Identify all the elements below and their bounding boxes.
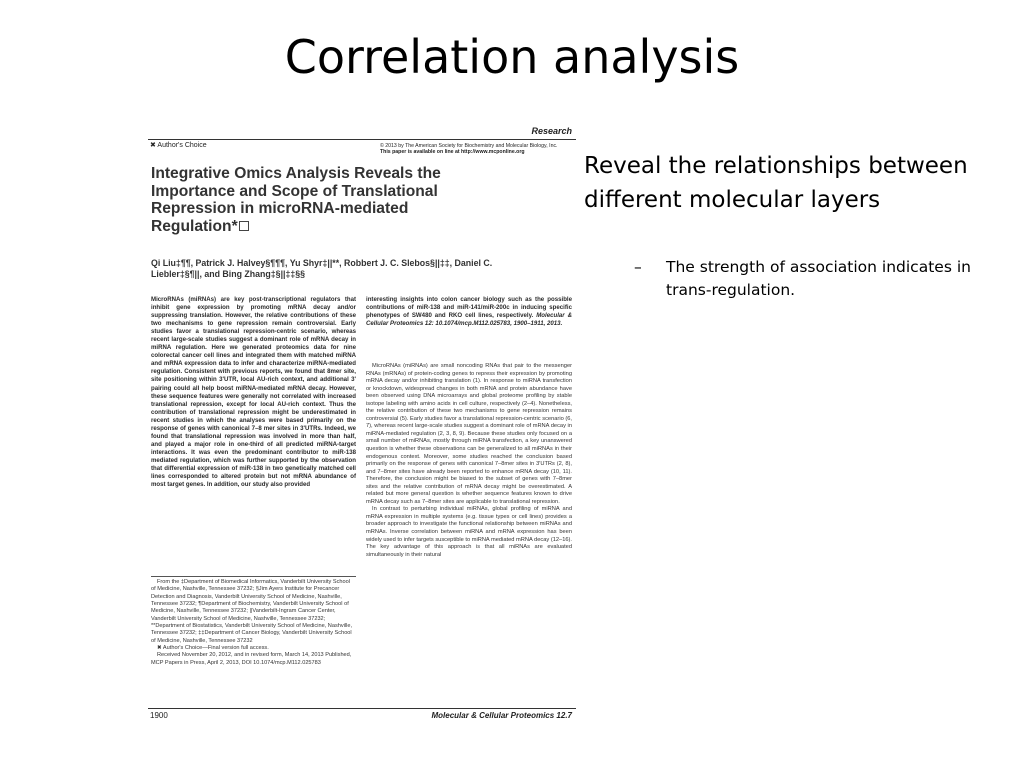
abstract-continued-text: interesting insights into colon cancer biology such as the possible contributions of miR-138 and miR-141/miR-200c in inducing specific phenotypes of SW480 and RKO cell lines, respectively. xyxy=(366,296,572,320)
paper-abstract: MicroRNAs (miRNAs) are key post-transcriptional regulators that inhibit gene expression by promoting mRNA decay and/or suppressing translation. However, the relative contributions of these two mechanisms to gene repression remain controversial. Early studies favor a translational repression-centric scenario, whereas recent large-scale studies suggest a dominant role of mRNA decay in miRNA regulation. Here we generated proteomics data for nine colorectal cancer cell lines and integrated them with matched miRNA and mRNA expression data to infer and characterize miRNA-mediated regulation. Consistent with previous reports, we found that 8mer site, site positioning within 3'UTR, local AU-rich context, and additional 3' pairing could all help boost miRNA-mediated mRNA decay. However, these sequence features were generally not correlated with increased translational repression, except for local AU-rich context. Thus the contribution of translational repression might be underestimated in recent studies in which the analyses were based primarily on the response of genes with canonical 7–8 mer sites in 3'UTRs. Indeed, we found that translational repression was involved in more than half, and played a major role in one-third of all predicted miRNA-target interactions. It was even the predominant contributor to miR-138 mediated regulation, which was further supported by the observation that differential expression of miR-138 in two genetically matched cell lines corresponded to altered protein but not mRNA abundance of most target genes. In addition, our study also provided xyxy=(151,296,356,489)
paper-title-text: Integrative Omics Analysis Reveals the Importance and Scope of Translational Repression in microRNA-mediated Regulation* xyxy=(151,165,441,235)
affiliation-note: From the ‡Department of Biomedical Informatics, Vanderbilt University School of Medicine, Nashville, Tennessee 37232; §Jim Ayers Institute for Precancer Detection and Diagnosis, Vanderbilt University School of Medicine, Nashville, Tennessee 37232; ¶Department of Biochemistry, Vanderbilt University School of Medicine, Nashville, Tennessee 37232; ||Vanderbilt-Ingram Cancer Center, Vanderbilt University School of Medicine, Nashville, Tennessee 37232; **Department of Biostatistics, Vanderbilt University School of Medicine, Nashville, Tennessee 37232; ‡‡Department of Cancer Biology, Vanderbilt University School of Medicine, Nashville, Tennessee 37232 xyxy=(151,579,353,644)
sub-bullet-text: The strength of association indicates in trans-regulation. xyxy=(666,258,971,299)
paper-section-label: Research xyxy=(531,126,572,136)
paper-top-rule xyxy=(148,139,576,140)
paper-citation: Molecular & Cellular Proteomics 12: 10.1074/mcp.M112.025783, 1900–1911, 2013. xyxy=(366,312,573,328)
body-paragraph: MicroRNAs (miRNAs) are small noncoding RNAs that pair to the messenger RNAs (mRNAs) of protein-coding genes to repress their expression by promoting mRNA decay and/or inhibiting translation (1). In response to miRNA transfection or knockdown, widespread changes in both mRNA and protein abundance have been observed using DNA microarrays and global proteome profiling by stable isotope labeling with amino acids in cell culture, respectively (2–4). Nonetheless, the relative contribution of these two mechanisms to gene repression remains controversial (5). Early studies favor a translational repression-centric scenario (6, 7), whereas recent large-scale studies suggest a dominant role of mRNA decay in miRNA-mediated regulation (2, 3, 8, 9). Because these studies only focused on a small number of miRNAs, mostly through miRNA transfection, a key unanswered question is whether these observations can be generalized to all miRNAs in their endogenous context. Moreover, some studies reached the conclusion based primarily on the response of genes with canonical 7–8mer sites in 3'UTRs (2, 8), and 7–8mer sites have already been reported to enhance mRNA decay (10, 11). Therefore, the conclusion might be biased to the subset of genes with 7–8mer sites and the relative contribution of mRNA decay might be overestimated. A related but more general question is whether sequence features known to drive mRNA decay such as 7–8mer sites are applicable to translational repression. xyxy=(366,363,572,505)
paper-footnotes xyxy=(151,579,356,667)
paper-body xyxy=(366,363,572,559)
paper-authors: Qi Liu‡¶¶, Patrick J. Halvey§¶¶¶, Yu Shyr‡||**, Robbert J. C. Slebos§||‡‡, Daniel C. Liebler‡§¶||, and Bing Zhang‡§||‡‡§§ xyxy=(151,258,493,279)
main-bullet: Reveal the relationships between different molecular layers xyxy=(584,153,968,213)
paper-availability-line: This paper is available on line at http://www.mcponline.org xyxy=(380,149,525,155)
paper-copyright xyxy=(380,143,576,155)
paper-journal-footer: Molecular & Cellular Proteomics 12.7 xyxy=(431,711,572,720)
body-paragraph: In contrast to perturbing individual miRNAs, global profiling of miRNA and mRNA expression in multiple systems (e.g. tissue types or cell lines) provides a broader approach to investigate the functional relationship between miRNAs and mRNAs. Inverse correlation between miRNA and mRNA expression has been widely used to infer targets susceptible to miRNA mediated mRNA decay (12–16). The key advantage of this approach is that all miRNAs are evaluated simultaneously in their natural xyxy=(366,506,572,558)
paper-abstract-continued xyxy=(366,296,572,328)
paper-copyright-line: © 2013 by The American Society for Biochemistry and Molecular Biology, Inc. xyxy=(380,143,558,149)
footnote-divider xyxy=(151,576,356,577)
authors-choice-note: ✖ Author's Choice—Final version full access. xyxy=(157,645,269,652)
paper-authors-choice: ✖ Author's Choice xyxy=(150,142,207,149)
paper-title xyxy=(151,165,496,235)
paper-page-image xyxy=(148,122,576,726)
slide-title: Correlation analysis xyxy=(284,30,740,84)
supplementary-badge-icon xyxy=(239,221,249,231)
paper-bottom-rule xyxy=(148,708,576,709)
sub-bullet-dash: – xyxy=(634,258,642,276)
received-note: Received November 20, 2012, and in revised form, March 14, 2013 Published, MCP Papers in Press, April 2, 2013, DOI 10.1074/mcp.M112.025783 xyxy=(151,652,352,666)
paper-page-number: 1900 xyxy=(150,711,168,720)
